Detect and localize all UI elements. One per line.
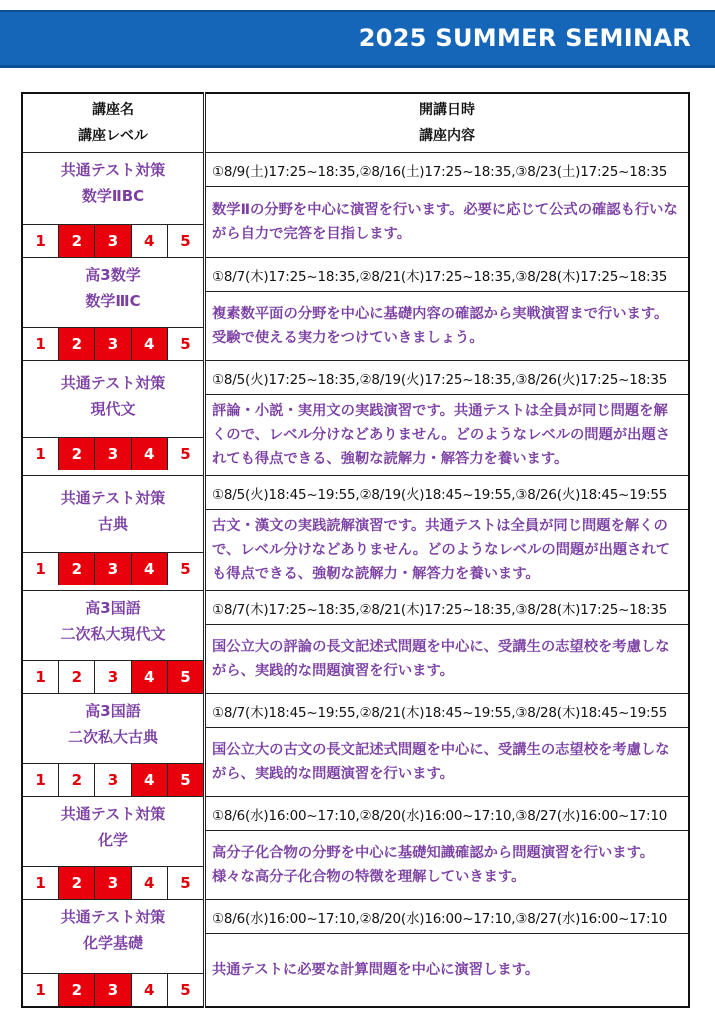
course-description: 国公立大の評論の長文記述式問題を中心に、受講生の志望校を考慮しながら、実践的な問題演習を行います。 xyxy=(205,625,690,694)
level-indicator xyxy=(23,973,203,1006)
course-row xyxy=(22,694,689,728)
course-name-line1: 共通テスト対策 xyxy=(60,374,166,392)
level-indicator xyxy=(23,866,203,899)
level-box: 2 xyxy=(58,328,94,360)
level-box: 4 xyxy=(131,974,167,1006)
level-box: 5 xyxy=(167,661,203,693)
level-box: 3 xyxy=(94,867,130,899)
course-cell xyxy=(22,153,205,258)
level-indicator xyxy=(23,552,203,585)
level-box: 5 xyxy=(167,867,203,899)
course-name xyxy=(23,366,203,437)
level-box: 4 xyxy=(131,438,167,470)
level-box: 4 xyxy=(131,661,167,693)
header-course-name: 講座名 xyxy=(92,102,134,118)
header-left-cell xyxy=(22,93,205,153)
course-cell xyxy=(22,694,205,797)
course-name-line2: 二次私大現代文 xyxy=(60,625,166,643)
level-box: 1 xyxy=(23,661,58,693)
level-indicator xyxy=(23,327,203,360)
level-box: 2 xyxy=(58,438,94,470)
level-box: 5 xyxy=(167,438,203,470)
course-name xyxy=(23,900,203,973)
course-row xyxy=(22,153,689,187)
schedule-cell: ①8/9(土)17:25~18:35,②8/16(土)17:25~18:35,③8/23(土)17:25~18:35 xyxy=(205,153,690,187)
course-name-line2: 数学ⅡBC xyxy=(81,187,145,205)
course-cell xyxy=(22,258,205,361)
level-indicator xyxy=(23,763,203,796)
level-box: 3 xyxy=(94,328,130,360)
course-name-line1: 共通テスト対策 xyxy=(60,805,166,823)
level-box: 3 xyxy=(94,438,130,470)
banner-title: 2025 SUMMER SEMINAR xyxy=(358,24,691,52)
level-indicator xyxy=(23,224,203,257)
course-row xyxy=(22,258,689,292)
level-box: 1 xyxy=(23,438,58,470)
level-box: 4 xyxy=(131,867,167,899)
level-box: 1 xyxy=(23,867,58,899)
level-box: 5 xyxy=(167,764,203,796)
course-name-line1: 高3数学 xyxy=(85,266,141,284)
header-content: 講座内容 xyxy=(419,128,475,144)
schedule-cell: ①8/5(火)18:45~19:55,②8/19(火)18:45~19:55,③8/26(火)18:45~19:55 xyxy=(205,476,690,510)
schedule-cell: ①8/6(水)16:00~17:10,②8/20(水)16:00~17:10,③8/27(水)16:00~17:10 xyxy=(205,797,690,831)
course-row xyxy=(22,900,689,934)
course-name xyxy=(23,153,203,224)
course-description: 複素数平面の分野を中心に基礎内容の確認から実戦演習まで行います。受験で使える実力をつけていきましょう。 xyxy=(205,292,690,361)
course-row xyxy=(22,797,689,831)
level-box: 1 xyxy=(23,764,58,796)
course-row xyxy=(22,476,689,510)
level-box: 1 xyxy=(23,225,58,257)
level-box: 2 xyxy=(58,661,94,693)
header-schedule: 開講日時 xyxy=(419,102,475,118)
table-header-row xyxy=(22,93,689,153)
course-name-line2: 化学基礎 xyxy=(82,934,143,952)
course-name xyxy=(23,797,203,866)
level-box: 2 xyxy=(58,867,94,899)
course-row xyxy=(22,591,689,625)
level-box: 3 xyxy=(94,974,130,1006)
level-box: 3 xyxy=(94,764,130,796)
level-box: 2 xyxy=(58,225,94,257)
level-indicator xyxy=(23,660,203,693)
level-box: 3 xyxy=(94,225,130,257)
level-box: 3 xyxy=(94,661,130,693)
course-name-line2: 化学 xyxy=(97,831,128,849)
level-box: 5 xyxy=(167,974,203,1006)
course-name-line1: 高3国語 xyxy=(85,702,141,720)
level-box: 3 xyxy=(94,553,130,585)
header-course-level: 講座レベル xyxy=(78,128,148,144)
course-cell xyxy=(22,361,205,476)
course-cell xyxy=(22,476,205,591)
course-name-line2: 二次私大古典 xyxy=(67,728,158,746)
course-name-line1: 共通テスト対策 xyxy=(60,489,166,507)
course-cell xyxy=(22,900,205,1008)
course-name xyxy=(23,694,203,763)
level-box: 2 xyxy=(58,553,94,585)
level-box: 2 xyxy=(58,764,94,796)
level-box: 4 xyxy=(131,553,167,585)
course-name-line1: 共通テスト対策 xyxy=(60,908,166,926)
header-banner xyxy=(0,10,715,68)
course-name xyxy=(23,481,203,552)
level-box: 5 xyxy=(167,328,203,360)
level-indicator xyxy=(23,437,203,470)
course-description: 国公立大の古文の長文記述式問題を中心に、受講生の志望校を考慮しながら、実践的な問題演習を行います。 xyxy=(205,728,690,797)
level-box: 5 xyxy=(167,553,203,585)
schedule-cell: ①8/7(木)18:45~19:55,②8/21(木)18:45~19:55,③8/28(木)18:45~19:55 xyxy=(205,694,690,728)
schedule-cell: ①8/5(火)17:25~18:35,②8/19(火)17:25~18:35,③8/26(火)17:25~18:35 xyxy=(205,361,690,395)
course-description: 高分子化合物の分野を中心に基礎知識確認から問題演習を行います。様々な高分子化合物の特徴を理解していきます。 xyxy=(205,831,690,900)
course-description: 共通テストに必要な計算問題を中心に演習します。 xyxy=(205,934,690,1008)
level-box: 2 xyxy=(58,974,94,1006)
course-description: 評論・小説・実用文の実践演習です。共通テストは全員が同じ問題を解くので、レベル分けなどありません。どのようなレベルの問題が出題されても得点できる、強靭な読解力・解答力を養います。 xyxy=(205,395,690,476)
course-description: 古文・漢文の実践読解演習です。共通テストは全員が同じ問題を解くので、レベル分けなどありません。どのようなレベルの問題が出題されても得点できる、強靭な読解力・解答力を養います。 xyxy=(205,510,690,591)
level-box: 1 xyxy=(23,328,58,360)
schedule-cell: ①8/7(木)17:25~18:35,②8/21(木)17:25~18:35,③8/28(木)17:25~18:35 xyxy=(205,591,690,625)
level-box: 4 xyxy=(131,225,167,257)
course-description: 数学Ⅱの分野を中心に演習を行います。必要に応じて公式の確認も行いながら自力で完答を目指します。 xyxy=(205,187,690,258)
course-name-line1: 高3国語 xyxy=(85,599,141,617)
course-name xyxy=(23,591,203,660)
level-box: 5 xyxy=(167,225,203,257)
course-cell xyxy=(22,797,205,900)
level-box: 4 xyxy=(131,328,167,360)
course-name-line1: 共通テスト対策 xyxy=(60,161,166,179)
level-box: 1 xyxy=(23,553,58,585)
level-box: 4 xyxy=(131,764,167,796)
schedule-cell: ①8/6(水)16:00~17:10,②8/20(水)16:00~17:10,③8/27(水)16:00~17:10 xyxy=(205,900,690,934)
course-name xyxy=(23,258,203,327)
level-box: 1 xyxy=(23,974,58,1006)
schedule-cell: ①8/7(木)17:25~18:35,②8/21(木)17:25~18:35,③8/28(木)17:25~18:35 xyxy=(205,258,690,292)
course-name-line2: 数学ⅢC xyxy=(85,292,141,310)
course-name-line2: 現代文 xyxy=(90,400,136,418)
header-right-cell xyxy=(205,93,690,153)
course-table xyxy=(21,92,690,1008)
course-name-line2: 古典 xyxy=(97,515,128,533)
course-row xyxy=(22,361,689,395)
course-cell xyxy=(22,591,205,694)
